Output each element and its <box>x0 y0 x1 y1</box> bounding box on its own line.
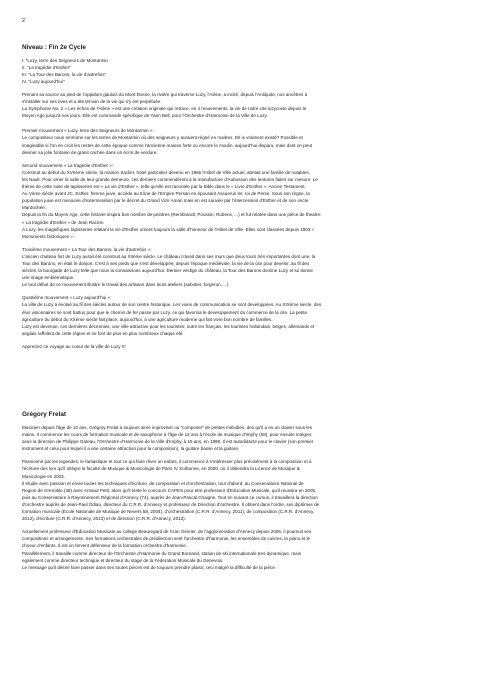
text-line: mains. Il commence les cours de formation musicale et de saxophone à l'âge de 12 ans à l'école de musique d'Imphy (58), pour ensuite intégrer, <box>22 432 313 438</box>
program-notes-section <box>22 44 460 356</box>
text-line: compositions et arrangements. Ses formations orchestrales de prédilection sont l'orchestre d'harmonie, les ensembles de cuivres, la piano et le <box>22 536 311 542</box>
text-line: Actuellement professeur d'Education Musicale au college Beauregard de Cran Gevrier, de l'agglomération d'Annecy depuis 2006, il poursuit ses <box>22 529 312 535</box>
movement-2-paragraph <box>22 162 460 240</box>
text-line: Le message qu'il désire faire passer dans ses toutes pièces est de toujours prendre plaisir, ceci malgré la difficulté de la pièce. <box>22 564 277 570</box>
intro-paragraph <box>22 91 460 119</box>
text-line: IV. "Luzy aujourd'hui" <box>22 79 65 84</box>
text-line: Construit au début du XVIIème siècle, la maison Saclier, hotel particulier devenu en 1966 l'Hôtel de Ville actuel, abritait une famille de notables, <box>22 169 310 175</box>
text-line: imaginable si l'on en croit les restes de cette époque comme l'ancienne maison forte ou encore le moulin, aujourd'hui disparu, mais dont on peut <box>22 142 312 148</box>
closing-line: Appreciez ce voyage au coeur de la ville de Luzy !!! <box>22 343 126 349</box>
text-line: III. "La Tour des Barons, la vie d'autrefois" <box>22 72 107 77</box>
text-line: s'installer sur ses rives et a été témoin de la vie qui s'y est perpétuée. <box>22 99 162 105</box>
text-line: Musicien depuis l'âge de 10 ans, Grégory Frelat a toujours aimé improviser ou "composer" de petites mélodies, des qu'il a eu un clavier sous les <box>22 425 313 430</box>
text-line: deviner sa jolie fontaine de granit cachée dans un écrin de verdure. <box>22 149 158 155</box>
text-line: Parallèlement, il travaille comme directeur de l'Orchestre d'Harmonie du Grand Bornand, station de ski internationale tres dynamique, mais <box>22 550 301 556</box>
text-line: population juive est menacée d'extermination par le décret du Grand Vizir Aman mais en est sauvée par l'intercession d'Esther et de son oncle <box>22 198 309 204</box>
text-line: instrument et celui pour lequel il a une certaine attraction pour la composition), la guitare basse et la guitare. <box>22 446 240 452</box>
text-line: La ville de Luzy a évolué au fil des siècles autour de son centre historique. Les voies de communication se sont developpées. Au XIXème siecle, des <box>22 302 322 308</box>
text-line: Region de Grenoble (38) avec Arnaud Petit, alors qu'il tente le concours CAPES pour etre professeur d'Education Musicale, qu'il reussira en 2005, <box>22 487 317 493</box>
movement-3-paragraph <box>22 246 460 289</box>
text-line: élus visionnaires se sont battus pour que le chemin de fer passe par Luzy, ce qui favorisa le developpement du commerce de la cite. La petite <box>22 309 308 315</box>
text-line: agriculture du début du XXème siècle fait place, aujourd'hui, à une agriculture moderne qui fait vivre bon nombre de familles. <box>22 316 273 322</box>
bio-paragraph-3 <box>22 528 460 571</box>
text-line: egalement comme directeur technique et directeur du stage de la Federation Musicale du Genevois. <box>22 557 224 563</box>
movement-list <box>22 57 460 85</box>
text-line: « La tragédie d'Esther » de Jean Racine. <box>22 219 105 225</box>
text-line: Tour des Barons, en était le donjon. C'est à ses pieds que s'est développée, depuis l'époque médiévale, la vie de la cite pour devenir, au fil des <box>22 260 310 266</box>
text-line: Mardochée. <box>22 205 47 211</box>
bio-paragraph-1 <box>22 424 460 452</box>
text-line: une image emblématique. <box>22 275 75 281</box>
text-line: Second mouvement « La tragédie d'Esther »: <box>22 162 114 168</box>
text-line: Troisième mouvement « La Tour des Barons, la vie d'autrefois »: <box>22 246 152 252</box>
page-number: 2 <box>22 18 25 24</box>
text-line: A Luzy, les magnifiques tapisseries relatant la vie d'Esther ornent toujours la salle d'honneur de l'Hôtel de Ville. Elles sont classées depuis 1903 « <box>22 226 315 232</box>
text-line: thème de cette suite de tapisseries est « La vie d'Esther », telle qu'elle est racontée par la Bible dans le « Livre d'Esther », Ancien Testament. <box>22 184 306 190</box>
text-line: Le tout début de ce mouvement illustre le travail des artisans dans leurs ateliers (sabotier, forgeron, ...) <box>22 282 229 288</box>
text-line: siècles, la bourgade de Luzy telle que nous la connaissons aujourd'hui. Dernier vestige du château, la Tour des Barons domine Luzy et lui donne <box>22 268 313 274</box>
text-line: Quatrième mouvement « Luzy aujourd'hui »: <box>22 295 112 301</box>
text-line: L'ancien chateau fort de Luzy aurait été construit au XIIème siècle. Le château n'avait dans ses murs que deux tours très importantes dont une, la <box>22 253 316 259</box>
text-line: Luzy est devenue, ces dernières décennies, une ville attractive pour les touristes; outre les français, les touristes hollandais, belges, allemands et <box>22 323 315 329</box>
bio-paragraph-2 <box>22 458 460 522</box>
text-line: Moyen Age jusqu'à nos jours. Elle est commande spécifique de Yann Bell, pour l'Orchestre d'Harmonie de la Ville de Luzy. <box>22 113 268 119</box>
text-line: 2012), d'écriture (C.R.R. d'Annecy, 2013) et de direction (C.R.R. d'Annecy, 2013). <box>22 516 186 522</box>
text-line: Prenant sa source au pied de l'oppidum gaulois du Mont Dosne, la rivière qui traverse Luzy, l'Alène, a incité, depuis l'Antiquité, nos ancêtres à <box>22 92 308 97</box>
composer-name-heading: Grégory Frelat <box>22 411 67 418</box>
text-line: Passionné par les legendes, le fantastique et tout ce qui faire rêver un enfant, il commence à s'intéresser plus précisément à la composition et à <box>22 459 312 465</box>
text-line: Musicologie en 2003. <box>22 473 65 479</box>
biography-section <box>22 411 460 577</box>
level-heading: Niveau : Fin 2e Cycle <box>22 44 86 51</box>
text-line: La Symphonie No. 2 « Les échos de l'Alène » est une création originale qui retrace, en 4 mouvements, la vie de notre cite luzycoise depuis le <box>22 106 307 112</box>
text-line: Il étudie avec passion et envie toutes les techniques d'écriture, de composition et d'orchestration, tout d'abord, au Conservatoire National de <box>22 480 304 486</box>
text-line: Le compositeur nous emmène sur les terres de Montarmin où des seigneurs y auraient régné en maitres. Dit is vraiment existé? Possible et <box>22 135 303 141</box>
text-line: sous la direction de Philippe Gateau, l'Orchestre d'Harmonie de la Ville d'Imphy, à 15 ans, en 1998. Il est autodidacte pour le clavier (son premier <box>22 439 314 445</box>
movement-4-paragraph <box>22 294 460 337</box>
text-line: Au Vème siècle avant JC, Esther, femme juive, accède au trône de l'Empire Persan en épousant Assuerus ler, roi de Perse. Sous son règne, la <box>22 191 310 197</box>
text-line: d'orchestre auprès de Jean-Paul Odiau, directeur du C.R.R. d'Annecy et professeur de Direction d'orchestre. Il obtient dans l'ordre, ses diplômes de <box>22 501 320 507</box>
text-line: Premier mouvement « Luzy, terre des Seigneurs de Montarmin »: <box>22 128 154 134</box>
text-line: formation musicale (Ecole Nationale de Musique de Nevers 58, 2004), d'orchestration (C.R.R. d'Annecy, 2011), de composition (C.R.R. d'Annecy, <box>22 509 315 515</box>
text-line: puis au Conservatoire à Rayonnement Régional d'Annecy (74), auprès de Jean-Pascal Chaigne. Tout en suivant ce cursus, il travaillera la direction <box>22 494 318 500</box>
text-line: anglais raffolent de cette région et se font de plus en plus nombreux chaque été. <box>22 330 184 336</box>
text-line: Monuments historiques ». <box>22 233 75 239</box>
movement-1-paragraph <box>22 127 460 155</box>
text-line: I. "Luzy, terre des Seigneurs de Montarmin <box>22 58 108 63</box>
text-line: choeur d'enfants. Il est un fervent défenseur de la formation orchestre d'harmonie. <box>22 543 188 549</box>
text-line: Depuis la fin du Moyen Age, cette histoire inspira bon nombre de peintres (Rembrandt, Poussin, Rubens, ...) et fut relatée dans une pièce de theatre: <box>22 212 322 218</box>
text-line: les Nault. Pour orner la salle de leur grande demeure, ces derniers commendèrent à la manufacture d'Aubusson des tentures faites sur mesure. Le <box>22 176 318 182</box>
text-line: l'écriture des lors qu'il intègre la faculté de Musique & Musicologie de Paris IV Sorbonne, en 2000, où il obtiendra la Licence de Musique & <box>22 466 300 472</box>
text-line: II. "La tragédie d'Esther" <box>22 65 71 70</box>
